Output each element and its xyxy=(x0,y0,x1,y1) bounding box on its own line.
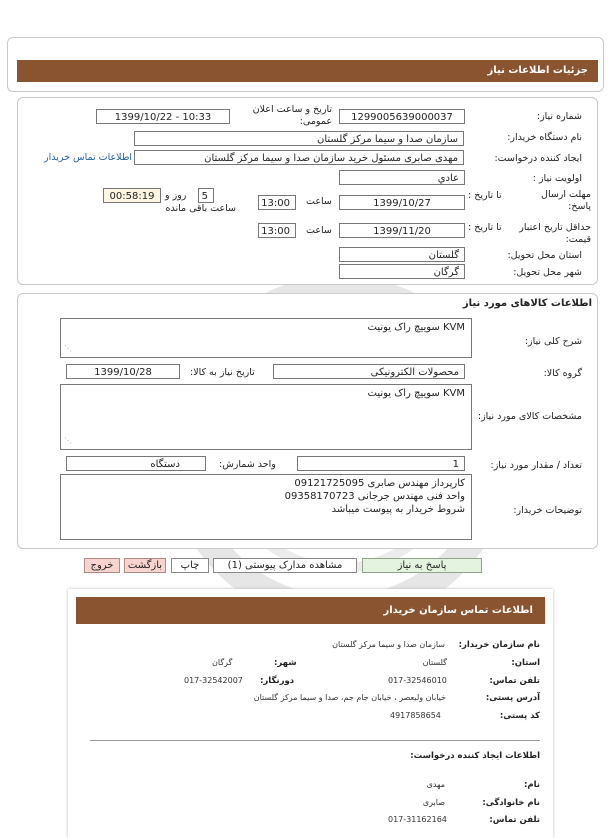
qty-field: 1 xyxy=(297,456,465,471)
need-number-field: 1299005639000037 xyxy=(339,109,465,124)
notes-label: توضیحات خریدار: xyxy=(513,505,582,516)
notes-line: کارپرداز مهندس صابری 09121725095 xyxy=(294,478,465,489)
spec-textarea xyxy=(60,384,472,450)
spec-text: KVM سوییچ راک یونیت xyxy=(367,388,465,399)
city-field: گرگان xyxy=(339,264,465,279)
min-validity-label: حداقل تاریخ اعتبار قیمت: xyxy=(519,222,591,245)
contact-postal-label: کد پستی: xyxy=(499,711,540,721)
contact-divider xyxy=(90,740,540,741)
notes-line: واحد فنی مهندس جرجانی 09358170723 xyxy=(284,491,465,502)
summary-text: KVM سوییچ راک یونیت xyxy=(367,322,465,333)
back-button[interactable]: بازگشت xyxy=(124,558,166,573)
remaining-time-field: 00:58:19 xyxy=(103,188,161,203)
days-remaining-field: 5 xyxy=(198,188,214,203)
creator-phone-label: تلفن تماس: xyxy=(489,815,540,825)
need-date-label: تاریخ نیاز به کالا: xyxy=(190,367,255,378)
contact-phone: 017-32546010 xyxy=(388,676,447,685)
attachments-button[interactable]: مشاهده مدارک پیوستی (1) xyxy=(213,558,357,573)
deadline-time-field: 13:00 xyxy=(258,195,296,210)
buyer-contact-link[interactable]: اطلاعات تماس خریدار xyxy=(44,152,133,163)
province-label: استان محل تحویل: xyxy=(507,250,582,261)
deadline-date-field: 1399/10/27 xyxy=(339,195,465,210)
contact-province-label: استان: xyxy=(511,658,540,668)
creator-phone: 017-31162164 xyxy=(388,815,447,824)
resize-grip-icon[interactable]: ⋰ xyxy=(64,344,72,353)
buyer-org-field: سازمان صدا و سیما مرکز گلستان xyxy=(134,131,464,146)
group-field: محصولات الکترونیکی xyxy=(273,364,465,379)
page-title: جزئیات اطلاعات نیاز xyxy=(17,60,598,82)
requester-field: مهدی صابری مسئول خرید سازمان صدا و سیما مرکز گلستان xyxy=(134,150,464,165)
contact-address-label: آدرس پستی: xyxy=(485,693,540,703)
contact-phone-label: تلفن تماس: xyxy=(489,676,540,686)
contact-postal: 4917858654 xyxy=(390,711,441,720)
creator-title: اطلاعات ایجاد کننده درخواست: xyxy=(410,751,540,761)
need-date-field: 1399/10/28 xyxy=(66,364,180,379)
contact-city: گرگان xyxy=(212,658,233,667)
deadline-to-date-label: تا تاریخ : xyxy=(468,190,502,201)
announce-field: 1399/10/22 - 10:33 xyxy=(96,109,230,124)
qty-label: تعداد / مقدار مورد نیاز: xyxy=(490,460,582,471)
contact-address: خیابان ولیعصر ، خیابان جام جم، صدا و سیما مرکز گلستان xyxy=(253,693,446,702)
city-label: شهر محل تحویل: xyxy=(513,267,582,278)
summary-label: شرح کلی نیاز: xyxy=(524,336,582,347)
buyer-org-label: نام دستگاه خریدار: xyxy=(507,132,582,143)
contact-title: اطلاعات تماس سازمان خریدار xyxy=(76,597,545,624)
priority-field: عادي xyxy=(339,170,465,185)
contact-fax-label: دورنگار: xyxy=(260,676,295,686)
contact-city-label: شهر: xyxy=(274,658,297,668)
validity-time-field: 13:00 xyxy=(258,223,296,238)
creator-name-label: نام: xyxy=(523,780,540,790)
priority-label: اولویت نیاز : xyxy=(532,173,582,184)
contact-card xyxy=(68,589,553,838)
group-label: گروه کالا: xyxy=(543,368,582,379)
unit-field: دستگاه xyxy=(66,456,206,471)
contact-org-label: نام سازمان خریدار: xyxy=(458,640,540,650)
notes-textarea xyxy=(60,474,472,540)
summary-textarea xyxy=(60,318,472,358)
remaining-label: ساعت باقی مانده xyxy=(165,203,236,214)
creator-family: صابری xyxy=(422,798,445,807)
requester-label: ایجاد کننده درخواست: xyxy=(494,153,582,164)
deadline-hour-label: ساعت xyxy=(306,196,332,207)
exit-button[interactable]: خروج xyxy=(84,558,120,573)
province-field: گلستان xyxy=(339,247,465,262)
validity-date-field: 1399/11/20 xyxy=(339,223,465,238)
validity-hour-label: ساعت xyxy=(306,225,332,236)
deadline-label: مهلت ارسال پاسخ: xyxy=(541,189,591,212)
print-button[interactable]: چاپ xyxy=(171,558,209,573)
unit-label: واحد شمارش: xyxy=(219,459,276,470)
creator-family-label: نام خانوادگی: xyxy=(482,798,540,808)
announce-label: تاریخ و ساعت اعلان عمومی: xyxy=(252,104,332,127)
validity-to-date-label: تا تاریخ : xyxy=(468,222,502,233)
resize-grip-icon[interactable]: ⋰ xyxy=(64,436,72,445)
days-label: روز و xyxy=(165,190,187,201)
goods-section-title: اطلاعات کالاهای مورد نیاز xyxy=(462,298,592,309)
contact-province: گلستان xyxy=(422,658,447,667)
creator-name: مهدی xyxy=(426,780,445,789)
reply-button[interactable]: پاسخ به نیاز xyxy=(362,558,482,573)
contact-fax: 017-32542007 xyxy=(184,676,243,685)
spec-label: مشخصات کالای مورد نیاز: xyxy=(477,411,582,422)
need-number-label: شماره نیاز: xyxy=(536,111,582,122)
notes-line: شروط خریدار به پیوست میباشد xyxy=(331,504,465,515)
contact-org: سازمان صدا و سیما مرکز گلستان xyxy=(332,640,445,649)
